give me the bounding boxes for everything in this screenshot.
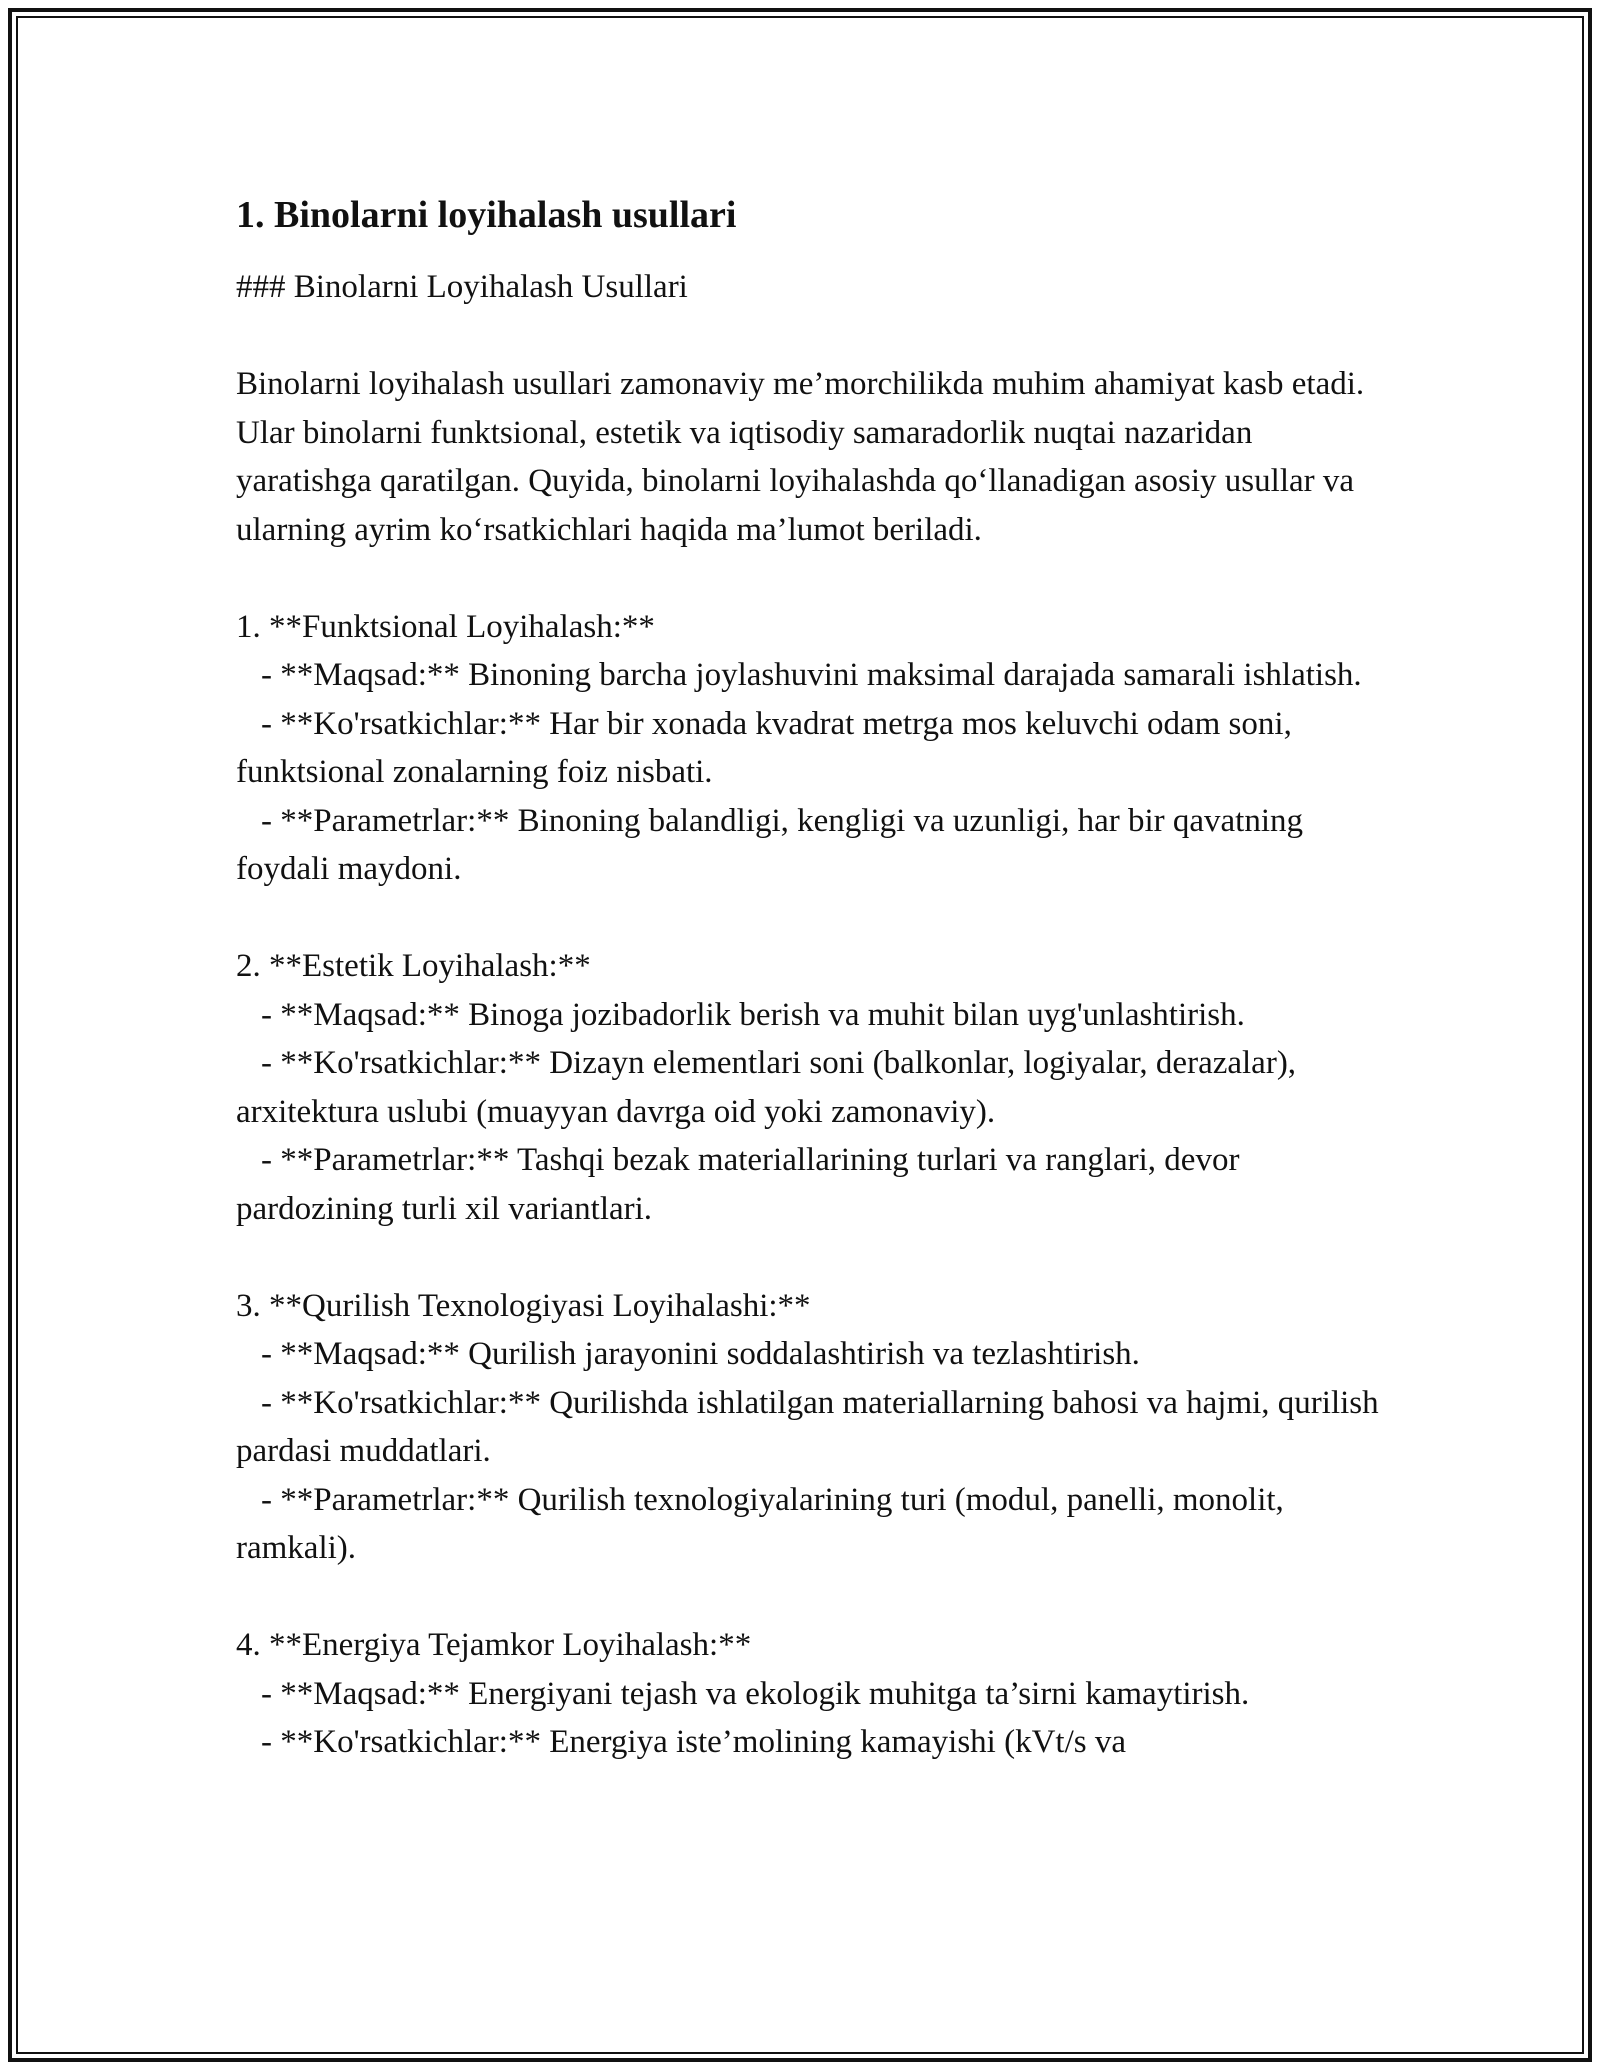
section-aesthetic [236, 942, 1386, 1233]
section-bullet: - **Ko'rsatkichlar:** Dizayn elementlari soni (balkonlar, logiyalar, derazalar), arxitektura uslubi (muayyan davrga oid yoki zamonaviy). [236, 1045, 1305, 1130]
section-bullet: - **Parametrlar:** Qurilish texnologiyalarining turi (modul, panelli, monolit, ramkali). [236, 1481, 1293, 1566]
document-body [236, 185, 1386, 1767]
section-bullet: - **Parametrlar:** Binoning balandligi, kengligi va uzunligi, har bir qavatning foydali maydoni. [236, 802, 1312, 887]
intro-paragraph: Binolarni loyihalash usullari zamonaviy me’morchilikda muhim ahamiyat kasb etadi. Ular binolarni funktsional, estetik va iqtisodiy samaradorlik nuqtai nazaridan yaratishga qaratilgan. Quyida, binolarni loyihalashda qo‘llanadigan asosiy usullar va ularning ayrim ko‘rsatkichlari haqida ma’lumot beriladi. [236, 366, 1365, 548]
section-bullet: - **Parametrlar:** Tashqi bezak materiallarining turlari va ranglari, devor pardozining turli xil variantlari. [236, 1142, 1248, 1227]
section-heading: 2. **Estetik Loyihalash:** [236, 948, 591, 984]
section-bullet: - **Ko'rsatkichlar:** Qurilishda ishlatilgan materiallarning bahosi va hajmi, qurilish pardasi muddatlari. [236, 1384, 1387, 1469]
section-heading: 1. **Funktsional Loyihalash:** [236, 608, 655, 645]
section-heading: 4. **Energiya Tejamkor Loyihalash:** [236, 1627, 752, 1663]
section-construction [236, 1282, 1386, 1573]
document-title: 1. Binolarni loyihalash usullari [236, 194, 737, 236]
section-energy [236, 1621, 1386, 1767]
section-bullet: - **Maqsad:** Energiyani tejash va ekologik muhitga ta’sirni kamaytirish. [261, 1675, 1250, 1712]
section-bullet: - **Maqsad:** Binoga jozibadorlik berish va muhit bilan uyg'unlashtirish. [261, 996, 1245, 1033]
section-bullet: - **Ko'rsatkichlar:** Har bir xonada kvadrat metrga mos keluvchi odam soni, funktsional zonalarning foiz nisbati. [236, 705, 1301, 790]
section-functional [236, 603, 1386, 894]
document-subheading: ### Binolarni Loyihalash Usullari [236, 269, 688, 305]
section-heading: 3. **Qurilish Texnologiyasi Loyihalashi:** [236, 1287, 811, 1324]
section-bullet: - **Maqsad:** Qurilish jarayonini soddalashtirish va tezlashtirish. [261, 1336, 1140, 1372]
section-bullet: - **Maqsad:** Binoning barcha joylashuvini maksimal darajada samarali ishlatish. [261, 657, 1362, 693]
section-bullet: - **Ko'rsatkichlar:** Energiya iste’molining kamayishi (kVt/s va [261, 1724, 1126, 1760]
